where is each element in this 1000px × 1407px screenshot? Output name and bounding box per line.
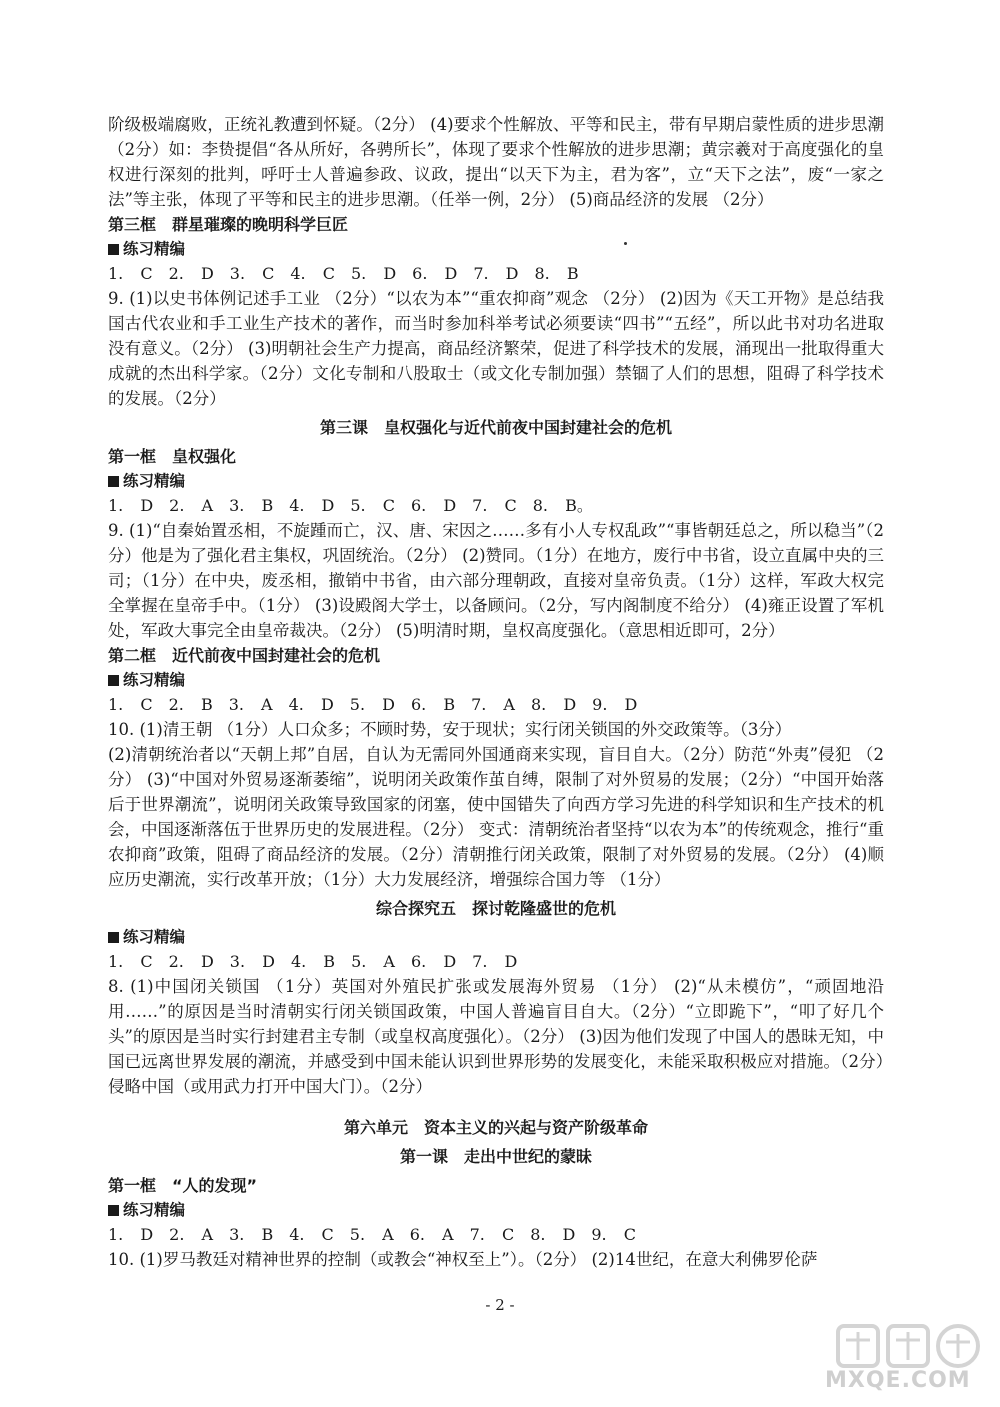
section-heading: 第一框 皇权强化 xyxy=(108,447,237,466)
square-bullet-icon xyxy=(108,675,119,686)
exercise-heading-label: 练习精编 xyxy=(123,472,186,490)
answer-paragraph: (2)清朝统治者以“天朝上邦”自居，自认为无需同外国通商来实现，盲目自大。（2分）防范“外夷”侵犯 （2分） (3)“中国对外贸易逐渐萎缩”，说明闭关政策作茧自缚，限制了对外贸易的发展；（2分）“中国开始落后于世界潮流”，说明闭关政策导致国家的闭塞，使中国错失了向西方学习先进的科学知识和生产技术的机会，中国逐渐落伍于世界历史的发展进程。（2分） 变式：清朝统治者坚持“以农为本”的传统观念，推行“重农抑商”政策，阻碍了商品经济的发展。（2分）清朝推行闭关政策，限制了对外贸易的发展。（2分） (4)顺应历史潮流，实行改革开放；（1分）大力发展经济，增强综合国力等 （1分） xyxy=(108,745,884,889)
choice-answers: 1. D 2. A 3. B 4. D 5. C 6. D 7. C 8. B。 xyxy=(108,496,593,515)
answer-page xyxy=(108,112,884,1272)
lesson-title: 第六单元 资本主义的兴起与资产阶级革命 xyxy=(343,1118,648,1137)
answer-paragraph: 阶级极端腐败，正统礼教遭到怀疑。（2分） (4)要求个性解放、平等和民主，带有早期启蒙性质的进步思潮 （2分）如：李贽提倡“各从所好，各骋所长”，体现了要求个性解放的进步思潮；黄宗羲对于高度强化的皇权进行深刻的批判，呼吁士人普遍参政、议政，提出“以天下为主，君为客”，立“天下之法”，废“一家之法”等主张，体现了平等和民主的进步思潮。（任举一例，2分） (5)商品经济的发展 （2分） xyxy=(108,115,884,209)
lesson-title: 综合探究五 探讨乾隆盛世的危机 xyxy=(375,899,616,918)
lesson-title: 第三课 皇权强化与近代前夜中国封建社会的危机 xyxy=(319,418,672,437)
answer-paragraph: 8. (1)中国闭关锁国 （1分）英国对外殖民扩张或发展海外贸易 （1分） (2)“从未模仿”，“顽固地沿用……”的原因是当时清朝实行闭关锁国政策，中国人普遍盲目自大。（2分）“立即跪下”，“叩了好几个头”的原因是当时实行封建君主专制（或皇权高度强化）。（2分） (3)因为他们发现了中国人的愚昧无知，中国已远离世界发展的潮流，并感受到中国未能认识到世界形势的发展变化，未能采取积极应对措施。（2分）侵略中国（或用武力打开中国大门）。（2分） xyxy=(108,977,884,1096)
exercise-heading xyxy=(108,925,884,949)
exercise-heading-label: 练习精编 xyxy=(123,1201,186,1219)
section-heading: 第三框 群星璀璨的晚明科学巨匠 xyxy=(108,215,349,234)
answer-paragraph: 9. (1)“自秦始置丞相，不旋踵而亡，汉、唐、宋因之……多有小人专权乱政”“事皆朝廷总之，所以稳当”（2分）他是为了强化君主集权，巩固统治。（2分） (2)赞同。（1分）在地方，废行中书省，设立直属中央的三司；（1分）在中央，废丞相，撤销中书省，由六部分理朝政，直接对皇帝负责。（1分）这样，军政大权完全掌握在皇帝手中。（1分） (3)设殿阁大学士，以备顾问。（2分，写内阁制度不给分） (4)雍正设置了军机处，军政大事完全由皇帝裁决。（2分） (5)明清时期，皇权高度强化。（意思相近即可，2分） xyxy=(108,521,884,640)
exercise-heading xyxy=(108,1198,884,1222)
watermark-text: MXQE.COM xyxy=(825,1368,971,1393)
spacer xyxy=(108,1099,884,1111)
section-heading: 第一框 “人的发现” xyxy=(108,1176,258,1195)
answer-paragraph: 10. (1)罗马教廷对精神世界的控制（或教会“神权至上”）。（2分） (2)14世纪，在意大利佛罗伦萨 xyxy=(108,1250,818,1269)
choice-answers: 1. C 2. D 3. D 4. B 5. A 6. D 7. D xyxy=(108,952,518,971)
lesson-title: 第一课 走出中世纪的蒙昧 xyxy=(399,1147,592,1166)
square-bullet-icon xyxy=(108,244,119,255)
square-bullet-icon xyxy=(108,476,119,487)
exercise-heading-label: 练习精编 xyxy=(123,240,186,258)
section-heading: 第二框 近代前夜中国封建社会的危机 xyxy=(108,646,381,665)
answer-paragraph: 10. (1)清王朝 （1分）人口众多；不顾时势，安于现状；实行闭关锁国的外交政策等。（3分） xyxy=(108,720,792,739)
choice-answers: 1. C 2. D 3. C 4. C 5. D 6. D 7. D 8. B xyxy=(108,264,579,283)
choice-answers: 1. D 2. A 3. B 4. C 5. A 6. A 7. C 8. D 9. C xyxy=(108,1225,636,1244)
exercise-heading-label: 练习精编 xyxy=(123,928,186,946)
exercise-heading xyxy=(108,668,884,692)
exercise-heading xyxy=(108,237,884,261)
exercise-heading-label: 练习精编 xyxy=(123,671,186,689)
exercise-heading xyxy=(108,469,884,493)
square-bullet-icon xyxy=(108,1205,119,1216)
square-bullet-icon xyxy=(108,932,119,943)
answer-paragraph: 9. (1)以史书体例记述手工业 （2分）“以农为本”“重农抑商”观念 （2分） (2)因为《天工开物》是总结我国古代农业和手工业生产技术的著作，而当时参加科举考试必须要读“四书”“五经”，所以此书对功名进取没有意义。（2分） (3)明朝社会生产力提高，商品经济繁荣，促进了科学技术的发展，涌现出一批取得重大成就的杰出科学家。（2分）文化专制和八股取士（或文化专制加强）禁锢了人们的思想，阻碍了科学技术的发展。（2分） xyxy=(108,289,884,408)
choice-answers: 1. C 2. B 3. A 4. D 5. D 6. B 7. A 8. D 9. D xyxy=(108,695,638,714)
page-number: - 2 - xyxy=(485,1296,515,1314)
stray-dot xyxy=(624,242,627,245)
